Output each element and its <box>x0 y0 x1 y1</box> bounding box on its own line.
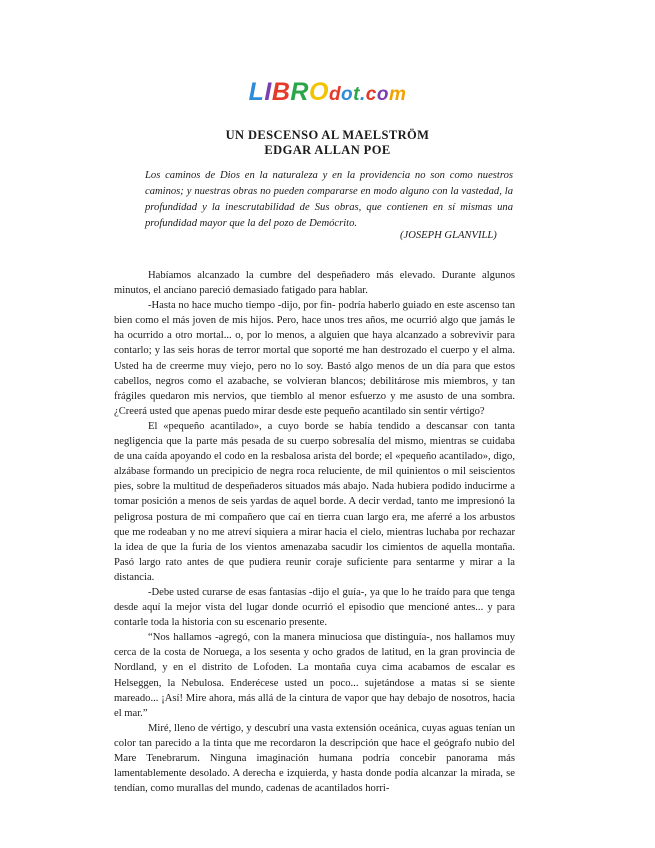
paragraph: Miré, lleno de vértigo, y descubrí una vasta extensión oceánica, cuyas aguas tenían un color tan parecido a la tinta que me recordaron la descripción que hace el geógrafo nubio del Mare Tenebrarum. Ninguna imaginación humana podría concebir panorama más lamentablemente desolado. A derecha e izquierda, y hasta donde podía alcanzar la mirada, se tendían, como murallas del mundo, cadenas de acantilados horri- <box>114 722 515 795</box>
logo-letter: m <box>388 84 407 105</box>
logo-letter: o <box>341 84 354 105</box>
logo-letter: O <box>308 78 329 106</box>
author-name: EDGAR ALLAN POE <box>264 143 391 157</box>
librodot-logo <box>0 78 655 107</box>
paragraph: El «pequeño acantilado», a cuyo borde se había tendido a descansar con tanta negligencia que la parte más pesada de su cuerpo sobresalía del mismo, mientras se cuidaba de una caída apoyando el codo en la resbalosa arista del borde; el «pequeño acantilado», digo, alzábase formando un precipicio de negra roca reluciente, de mil quinientos o mil seiscientos pies, sobre la multitud de despeñaderos situados más abajo. Nada hubiera podido inducirme a tomar posición a menos de seis yardas de aquel borde. A decir verdad, tanto me impresionó la peligrosa postura de mi compañero que caí en tierra cuan largo era, me aferré a los arbustos que me rodeaban y no me atreví siquiera a mirar hacia el cielo, mientras luchaba por rechazar la idea de que la furia de los vientos amenazaba sacudir los cimientos de aquella montaña. Pasó largo rato antes de que pudiera reunir coraje suficiente para sentarme y mirar a la distancia. <box>114 420 515 583</box>
logo-letter: c <box>365 84 377 105</box>
logo-letter: o <box>376 84 389 105</box>
logo-letter: L <box>248 78 265 106</box>
paragraph: -Hasta no hace mucho tiempo -dijo, por fin- podría haberlo guiado en este ascenso tan bien como el más joven de mis hijos. Pero, hace unos tres años, me ocurrió algo que jamás le ha ocurrido a otro mortal... o, por lo menos, a alguien que haya alcanzado a sobrevivir para contarlo; y las seis horas de terror mortal que soporté me han destrozado el cuerpo y el alma. Usted ha de creerme muy viejo, pero no lo soy. Bastó algo menos de un día para que estos cabellos, negros como el azabache, se volvieran blancos; debilitárose mis miembros, y tan frágiles quedaron mis nervios, que tiemblo al menor esfuerzo y me asusto de una sombra. ¿Creerá usted que apenas puedo mirar desde este pequeño acantilado sin sentir vértigo? <box>114 300 515 417</box>
paragraph: “Nos hallamos -agregó, con la manera minuciosa que distinguía-, nos hallamos muy cerca de la costa de Noruega, a los sesenta y ocho grados de latitud, en la gran provincia de Nordland, y en el distrito de Lofoden. La montaña cuya cima acabamos de escalar es Helseggen, la Nebulosa. Enderécese usted un poco... sujetándose a matas si se siente mareado... ¡Así! Mire ahora, más allá de la cintura de vapor que hay debajo de nosotros, hacia el mar.” <box>114 632 515 719</box>
logo-letter: . <box>359 84 366 105</box>
logo-letter: t <box>353 84 360 105</box>
logo-letter: B <box>271 78 291 106</box>
book-title: UN DESCENSO AL MAELSTRÖM <box>225 128 430 142</box>
logo-letter: d <box>328 84 342 105</box>
epigraph-attribution: (JOSEPH GLANVILL) <box>400 230 497 241</box>
epigraph-text: Los caminos de Dios en la naturaleza y en la providencia no son como nuestros caminos; y nuestras obras no pueden compararse en modo alguno con la vastedad, la profundidad y la inescrutabilidad de Sus obras, que contienen en sí mismas una profundidad mayor que la del pozo de Demócrito. <box>145 170 513 229</box>
paragraph: Habíamos alcanzado la cumbre del despeñadero más elevado. Durante algunos minutos, el anciano pareció demasiado fatigado para hablar. <box>114 270 515 297</box>
paragraph: -Debe usted curarse de esas fantasías -dijo el guía-, ya que lo he traído para que tenga desde aquí la mejor vista del lugar donde ocurrió el episodio que mencioné antes... y para contarle toda la historia con su escenario presente. <box>114 586 515 629</box>
logo-letter: I <box>264 78 272 106</box>
logo-letter: R <box>290 78 309 106</box>
story-body <box>114 268 515 796</box>
